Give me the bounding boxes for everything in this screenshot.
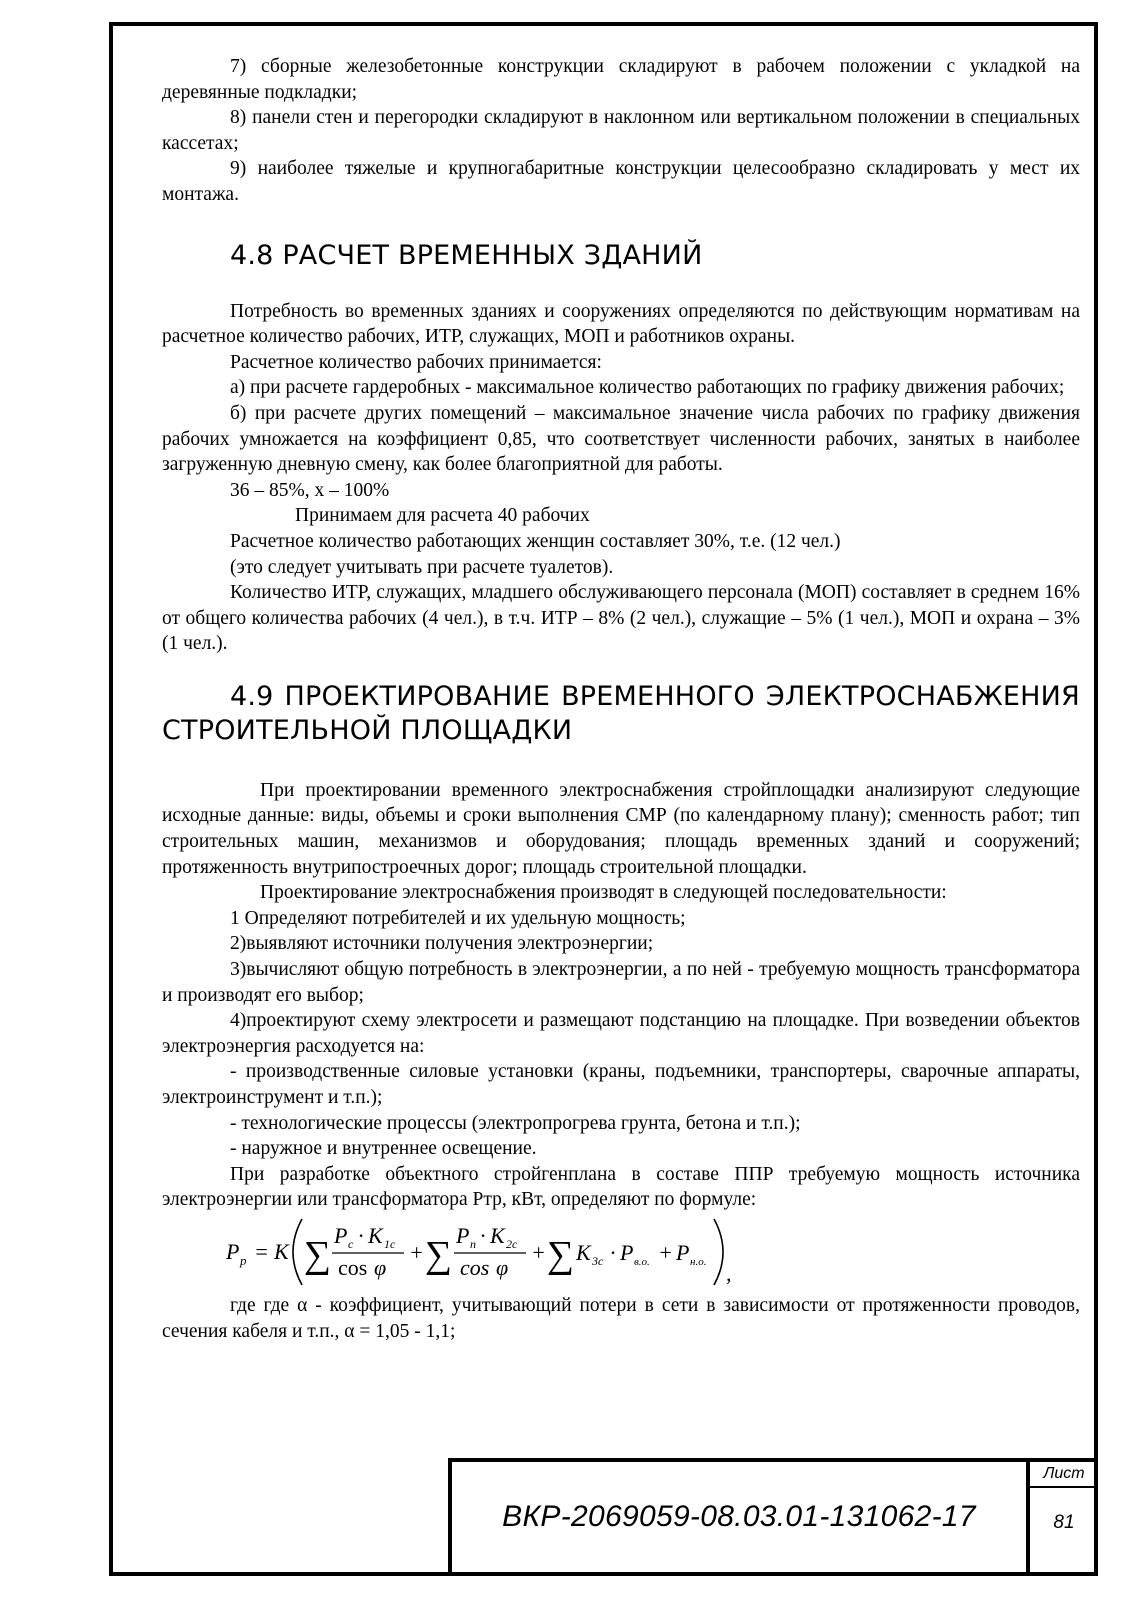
paragraph: - технологические процессы (электропрогрева грунта, бетона и т.п.);: [230, 1112, 801, 1134]
formula-plus-3: +: [658, 1239, 673, 1265]
paragraph: 3)вычисляют общую потребность в электроэнергии, а по ней - требуемую мощность трансформатора и производят его выбор;: [162, 959, 1080, 1006]
list-item: 8) панели стен и перегородки складируют в наклонном или вертикальном положении в специальных кассетах;: [162, 107, 1080, 154]
paragraph: При проектировании временного электроснабжения стройплощадки анализируют следующие исходные данные: виды, объемы и сроки выполнения СМР (по календарному плану); сменность работ; тип строительных машин, механизмов и оборудования; площадь временных зданий и сооружений; протяженность внутрипостроечных дорог; площадь строительной площадки.: [162, 779, 1080, 878]
formula-pvo-sub: в.о.: [634, 1255, 650, 1268]
formula-k3: K: [576, 1239, 591, 1265]
sheet-label: Лист: [1043, 1465, 1085, 1482]
paragraph: - наружное и внутреннее освещение.: [230, 1138, 537, 1160]
formula-k3-sub: 3c: [592, 1253, 604, 1268]
paragraph: При разработке объектного стройгенплана в составе ППР требуемую мощность источника электроэнергии или трансформатора Ртр, кВт, определяют по формуле:: [162, 1163, 1080, 1211]
formula-plus-2: +: [531, 1239, 546, 1265]
formula-num1-p-sub: c: [348, 1236, 354, 1251]
paragraph: Расчетное количество работающих женщин составляет 30%, т.е. (12 чел.): [230, 530, 841, 552]
formula-dot-3: ·: [610, 1239, 616, 1265]
paragraph: Расчетное количество рабочих принимается:: [230, 351, 602, 373]
formula-sum-2: ∑: [425, 1233, 453, 1276]
formula-num1-p: P: [334, 1222, 348, 1248]
formula-dot-2: ·: [480, 1222, 486, 1248]
formula-comma: ,: [726, 1260, 732, 1286]
paragraph: где где α - коэффициент, учитывающий потери в сети в зависимости от протяженности проводов, сечения кабеля и т.п., α = 1,05 - 1,1;: [162, 1294, 1080, 1342]
paragraph: Проектирование электроснабжения производят в следующей последовательности:: [260, 882, 947, 904]
formula-num2-p-sub: п: [470, 1236, 476, 1251]
formula-num1-k-sub: 1c: [384, 1236, 396, 1251]
formula-pno-sub: н.о.: [690, 1255, 707, 1268]
formula-lhs-sub: р: [240, 1252, 247, 1268]
formula-plus-1: +: [409, 1239, 424, 1265]
formula-den2-phi: φ: [496, 1254, 509, 1280]
formula-equals: =: [254, 1238, 269, 1264]
formula-den1-phi: φ: [374, 1254, 387, 1280]
page-content: [162, 54, 1080, 1344]
paragraph: - производственные силовые установки (краны, подъемники, транспортеры, сварочные аппараты, электроинструмент и т.п.);: [162, 1061, 1080, 1108]
paragraph: Принимаем для расчета 40 рабочих: [295, 505, 590, 527]
formula-sum-1: ∑: [304, 1233, 332, 1276]
formula-num1-k: K: [368, 1222, 383, 1248]
formula-num2-p: P: [456, 1222, 470, 1248]
paragraph: 36 – 85%, x – 100%: [230, 479, 390, 501]
formula-dot-1: ·: [358, 1222, 364, 1248]
paragraph: 4)проектируют схему электросети и размещают подстанцию на площадке. При возведении объектов электроэнергия расходуется на:: [162, 1010, 1080, 1057]
formula-svg: [222, 1215, 742, 1289]
formula-num2-k-sub: 2c: [506, 1236, 518, 1251]
formula-den2-cos: cos: [460, 1254, 490, 1280]
list-item: 7) сборные железобетонные конструкции складируют в рабочем положении с укладкой на деревянные подкладки;: [162, 56, 1080, 103]
sheet-number: 81: [1053, 1512, 1075, 1533]
paragraph: (это следует учитывать при расчете туалетов).: [230, 556, 614, 578]
paragraph: 2)выявляют источники получения электроэнергии;: [230, 933, 654, 955]
list-item: 9) наиболее тяжелые и крупногабаритные конструкции целесообразно складировать у мест их монтажа.: [162, 158, 1080, 205]
formula-den1-cos: cos: [338, 1254, 368, 1280]
formula-pvo: P: [620, 1239, 634, 1265]
paragraph: Потребность во временных зданиях и сооружениях определяются по действующим нормативам на расчетное количество рабочих, ИТР, служащих, МОП и работников охраны.: [162, 300, 1080, 348]
paragraph: б) при расчете других помещений – максимальное значение числа рабочих по графику движения рабочих умножается на коэффициент 0,85, что соответствует численности рабочих, занятых в наиболее загруженную дневную смену, как более благоприятной для работы.: [162, 402, 1080, 476]
formula-lhs: P: [226, 1238, 240, 1264]
section-title-4-8: 4.8 РАСЧЕТ ВРЕМЕННЫХ ЗДАНИЙ: [230, 239, 703, 271]
document-code: ВКР-2069059-08.03.01-131062-17: [502, 1500, 976, 1533]
paragraph: Количество ИТР, служащих, младшего обслуживающего персонала (МОП) составляет в среднем 16% от общего количества рабочих (4 чел.), в т.ч. ИТР – 8% (2 чел.), служащие – 5% (1 чел.), МОП и охрана – 3%(1 чел.).: [162, 582, 1080, 655]
formula-pno: P: [676, 1239, 690, 1265]
formula-right-paren: [714, 1219, 723, 1285]
formula-left-paren: [293, 1219, 302, 1285]
formula-sum-3: ∑: [547, 1233, 575, 1276]
paragraph: 1 Определяют потребителей и их удельную мощность;: [230, 907, 686, 929]
formula-num2-k: K: [490, 1222, 505, 1248]
section-title-4-9: 4.9 ПРОЕКТИРОВАНИЕ ВРЕМЕННОГО ЭЛЕКТРОСНАБЖЕНИЯ СТРОИТЕЛЬНОЙ ПЛОЩАДКИ: [162, 680, 1080, 746]
formula-k: K: [274, 1238, 289, 1264]
paragraph: а) при расчете гардеробных - максимальное количество работающих по графику движения рабочих;: [230, 377, 1065, 399]
title-block: [448, 1458, 1098, 1576]
power-formula: [162, 1215, 1080, 1289]
